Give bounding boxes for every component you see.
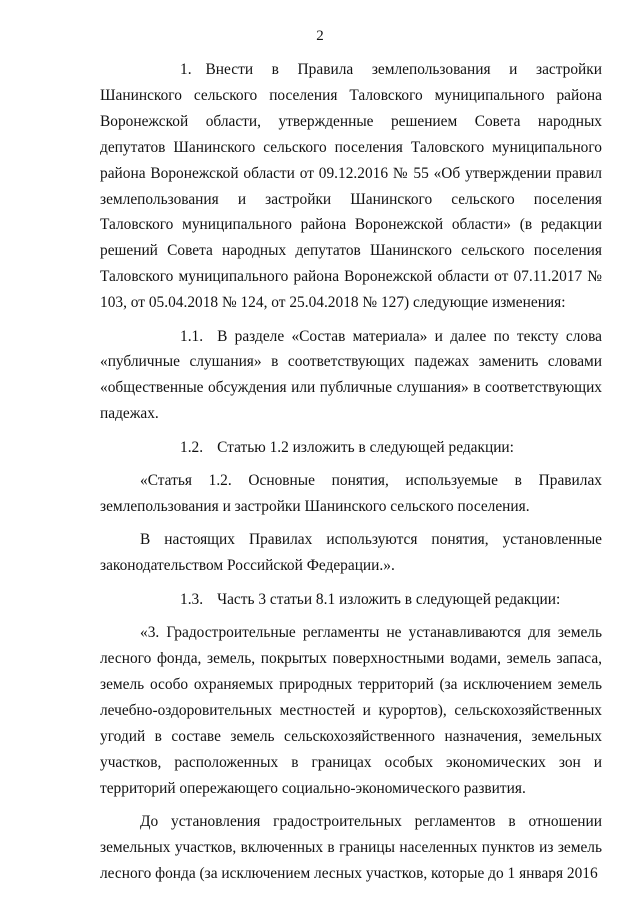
page-number: 2 xyxy=(316,28,324,44)
paragraph-text: Внести в Правила землепользования и застройки Шанинского сельского поселения Таловского муниципального района Воронежской области, утвержденные решением Совета народных депутатов Шанинского сельского поселения Таловского муниципального района Воронежской области от 09.12.2016 № 55 «Об утверждении правил землепользования и застройки Шанинского сельского поселения Таловского муниципального района Воронежской области» (в редакции решений Совета народных депутатов Шанинского сельского поселения Таловского муниципального района Воронежской области от 07.11.2017 № 103, от 05.04.2018 № 124, от 25.04.2018 № 127) следующие изменения: xyxy=(100,61,602,312)
paragraph-1 xyxy=(100,57,602,316)
article-8-1-continuation xyxy=(100,809,602,887)
paragraph-1-1 xyxy=(100,324,602,428)
paragraph-number: 1.1. xyxy=(180,327,204,345)
paragraph-1-3 xyxy=(100,587,602,613)
paragraph-text: В настоящих Правилах используются понятия, установленные законодательством Российской Федерации.». xyxy=(100,531,602,575)
paragraph-text: Статью 1.2 изложить в следующей редакции: xyxy=(217,438,514,456)
paragraph-text: До установления градостроительных регламентов в отношении земельных участков, включенных в границы населенных пунктов из земель лесного фонда (за исключением лесных участков, которые до 1 января 2016 xyxy=(100,812,602,882)
paragraph-text: В разделе «Состав материала» и далее по тексту слова «публичные слушания» в соответствующих падежах заменить словами «общественные обсуждения или публичные слушания» в соответствующих падежах. xyxy=(100,327,602,423)
paragraph-number: 1.2. xyxy=(180,438,204,456)
document-body xyxy=(100,57,602,894)
paragraph-number: 1.3. xyxy=(180,590,204,608)
article-1-2-title xyxy=(100,468,602,520)
article-8-1-part-3 xyxy=(100,620,602,801)
article-1-2-body xyxy=(100,527,602,579)
paragraph-text: «3. Градостроительные регламенты не устанавливаются для земель лесного фонда, земель, покрытых поверхностными водами, земель запаса, земель особо охраняемых природных территорий (за исключением земель лечебно-оздоровительных местностей и курортов), сельскохозяйственных угодий в составе земель сельскохозяйственного назначения, земельных участков, расположенных в границах особых экономических зон и территорий опережающего социально-экономического развития. xyxy=(100,624,602,797)
paragraph-1-2 xyxy=(100,435,602,461)
paragraph-text: Часть 3 статьи 8.1 изложить в следующей редакции: xyxy=(217,590,561,608)
paragraph-number: 1. xyxy=(180,61,192,78)
paragraph-text: «Статья 1.2. Основные понятия, используемые в Правилах землепользования и застройки Шанинского сельского поселения. xyxy=(100,472,602,515)
